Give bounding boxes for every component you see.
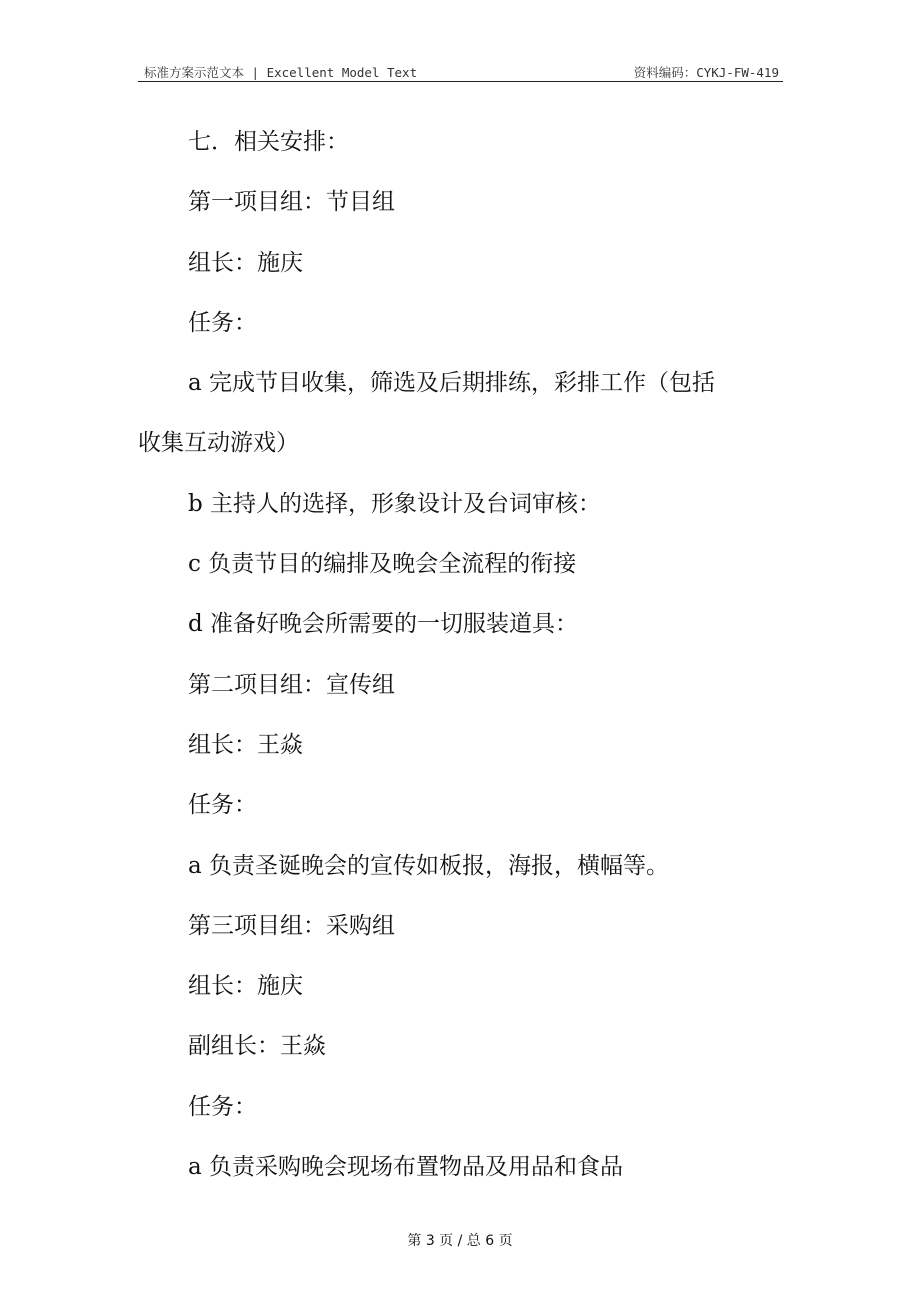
- paragraph-line: 任务：: [188, 792, 257, 819]
- paragraph-line: 组长：王焱: [188, 731, 303, 758]
- page-number: 第 3 页 / 总 6 页: [407, 1233, 513, 1249]
- paragraph-line: a 负责圣诞晚会的宣传如板报，海报，横幅等。: [188, 852, 670, 879]
- paragraph-line: 第二项目组：宣传组: [188, 671, 395, 698]
- paragraph-line: 第一项目组：节目组: [188, 189, 395, 216]
- paragraph-line: a 负责采购晚会现场布置物品及用品和食品: [188, 1154, 624, 1181]
- paragraph-line: b 主持人的选择，形象设计及台词审核：: [188, 490, 602, 517]
- document-body: [138, 112, 783, 1197]
- paragraph-line: 任务：: [188, 1093, 257, 1120]
- page-footer: [0, 1230, 920, 1250]
- paragraph-line: 组长：施庆: [188, 249, 303, 276]
- page-header: [138, 61, 783, 82]
- paragraph-line: 收集互动游戏）: [138, 430, 299, 457]
- paragraph-line: 七．相关安排：: [188, 129, 349, 155]
- header-title: 标准方案示范文本 | Excellent Model Text: [144, 65, 418, 80]
- header-doc-code: 资料编码：CYKJ-FW-419: [633, 65, 779, 80]
- paragraph-line: 组长：施庆: [188, 973, 303, 1000]
- paragraph-line: 第三项目组：采购组: [188, 912, 395, 939]
- paragraph-line: 副组长：王焱: [188, 1033, 326, 1060]
- paragraph-line: d 准备好晚会所需要的一切服装道具：: [188, 611, 579, 638]
- paragraph-line: c 负责节目的编排及晚会全流程的衔接: [188, 551, 577, 578]
- paragraph-line: a 完成节目收集，筛选及后期排练，彩排工作（包括: [188, 370, 716, 397]
- paragraph-line: 任务：: [188, 309, 257, 336]
